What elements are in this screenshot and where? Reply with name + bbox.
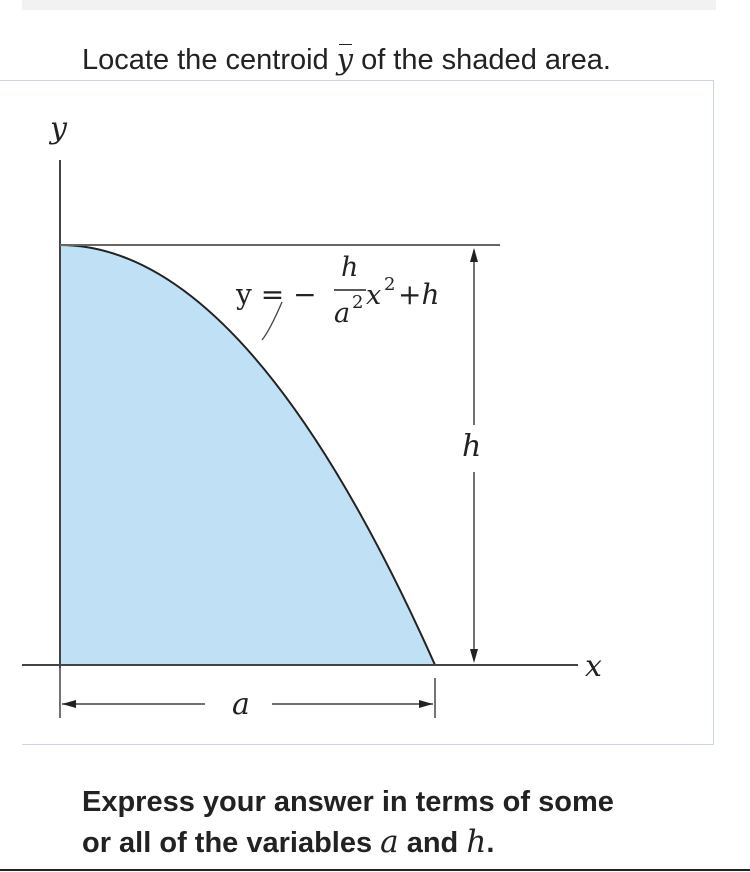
- equation-x: x: [366, 280, 382, 311]
- width-arrow-right: [419, 700, 433, 708]
- equation-denominator: a: [334, 298, 351, 329]
- instruction-line1: Express your answer in terms of some: [82, 786, 614, 818]
- instruction-text: [82, 782, 722, 863]
- equation-numerator: h: [341, 252, 359, 283]
- equation-tail: +h: [398, 278, 440, 311]
- question-before: Locate the centroid: [82, 44, 329, 76]
- height-arrow-top: [470, 248, 478, 262]
- instruction-period: .: [486, 827, 495, 859]
- y-axis-label: y: [50, 111, 67, 146]
- equation-x-exp: 2: [384, 274, 396, 295]
- centroid-symbol: y: [336, 42, 354, 76]
- equation-lhs: y = −: [236, 278, 317, 311]
- width-arrow-left: [62, 700, 76, 708]
- variable-a: a: [380, 824, 399, 860]
- height-arrow-bottom: [470, 649, 478, 663]
- equation-denominator-exp: 2: [352, 292, 364, 313]
- variable-h: h: [466, 824, 487, 860]
- instruction-line2: [82, 822, 722, 863]
- width-label: a: [232, 687, 250, 722]
- instruction-line2-prefix: or all of the variables: [82, 827, 373, 859]
- bottom-rule: [0, 869, 750, 871]
- x-axis-label: x: [585, 649, 602, 684]
- instruction-and: and: [406, 827, 459, 859]
- height-label: h: [462, 429, 482, 464]
- question-after: of the shaded area.: [361, 44, 611, 76]
